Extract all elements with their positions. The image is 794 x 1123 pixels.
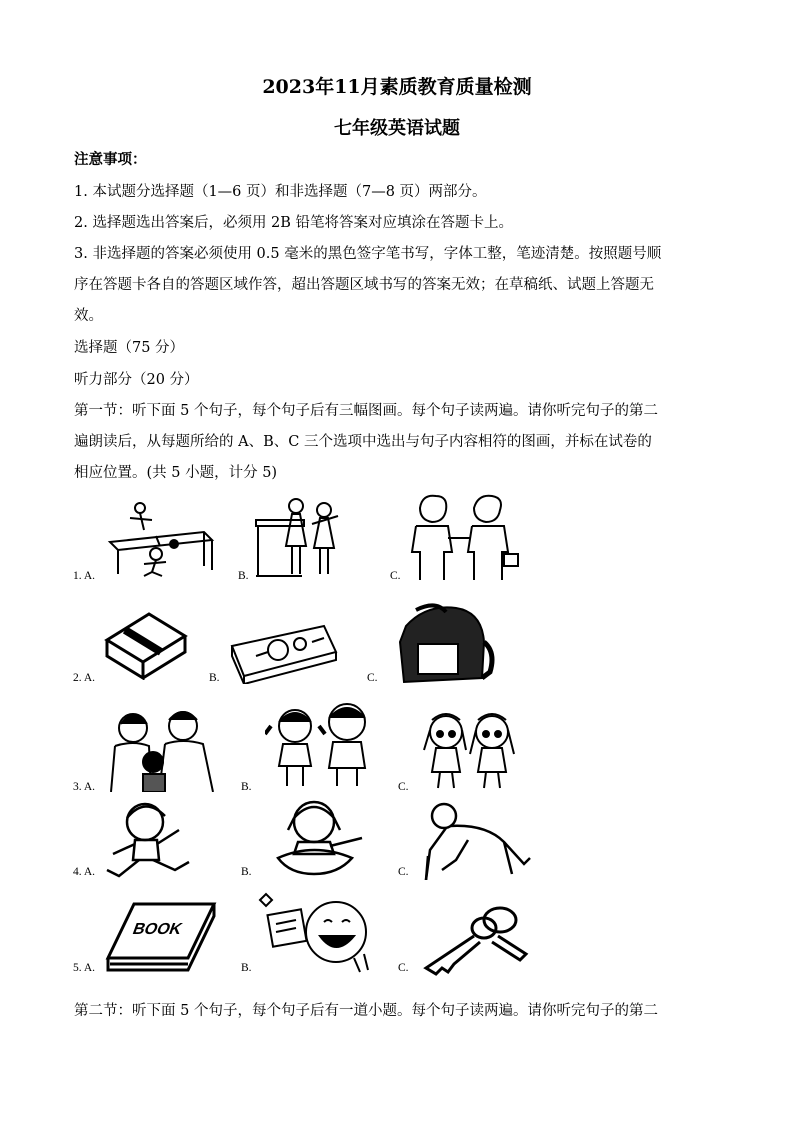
- handshake-icon: [408, 492, 522, 582]
- option-label: B.: [238, 570, 249, 582]
- option-label: 5. A.: [73, 962, 96, 974]
- music-girls-icon: [252, 494, 344, 580]
- book-word: BOOK: [130, 919, 185, 938]
- ping-pong-icon: [104, 498, 216, 578]
- eraser-icon: [103, 608, 189, 680]
- notice-item: 3. 非选择题的答案必须使用 0.5 毫米的黑色签字笔书写，字体工整，笔迹清楚。按照题号顺: [74, 246, 662, 262]
- running-boy-icon: [105, 800, 197, 880]
- old-man-cane-icon: [416, 800, 532, 880]
- children-icon: [265, 700, 381, 788]
- book-icon: [104, 900, 218, 974]
- section-listening: 听力部分（20 分）: [74, 372, 199, 388]
- option-label: 2. A.: [73, 672, 96, 684]
- option-label: C.: [398, 781, 409, 793]
- option-label: C.: [398, 866, 409, 878]
- option-label: B.: [241, 962, 252, 974]
- notice-item: 序在答题卡各自的答题区域作答，超出答题区域书写的答案无效；在草稿纸、试题上答题无: [74, 277, 654, 293]
- part1-instruction: 第一节：听下面 5 个句子，每个句子后有三幅图画。每个句子读两遍。请你听完句子的第二: [74, 403, 658, 419]
- option-label: B.: [241, 781, 252, 793]
- option-label: C.: [390, 570, 401, 582]
- notice-item: 效。: [74, 308, 103, 324]
- backpack-icon: [386, 602, 498, 686]
- anime-girls-icon: [418, 708, 522, 790]
- notice-heading: 注意事项：: [74, 151, 147, 168]
- option-label: C.: [398, 962, 409, 974]
- option-label: C.: [367, 672, 378, 684]
- notice-item: 2. 选择题选出答案后，必须用 2B 铅笔将答案对应填涂在答题卡上。: [74, 215, 514, 231]
- option-label: B.: [241, 866, 252, 878]
- option-label: 1. A.: [73, 570, 96, 582]
- option-label: 3. A.: [73, 781, 96, 793]
- exam-subtitle: 七年级英语试题: [334, 118, 460, 139]
- keys-icon: [420, 902, 530, 976]
- part2-instruction: 第二节：听下面 5 个句子，每个句子后有一道小题。每个句子读两遍。请你听完句子的第二: [74, 1003, 658, 1019]
- exam-title: 2023年11月素质教育质量检测: [262, 76, 532, 98]
- section-choice: 选择题（75 分）: [74, 340, 185, 356]
- part1-instruction: 遍朗读后，从每题所给的 A、B、C 三个选项中选出与句子内容相符的图画，并标在试卷的: [74, 434, 652, 450]
- happy-card-icon: [258, 892, 376, 974]
- option-label: 4. A.: [73, 866, 96, 878]
- pencil-box-icon: [228, 622, 340, 684]
- part1-instruction: 相应位置。(共 5 小题，计分 5): [74, 465, 278, 481]
- notice-item: 1. 本试题分选择题（1—6 页）和非选择题（7—8 页）两部分。: [74, 184, 487, 200]
- dancing-girl-icon: [258, 798, 370, 880]
- option-label: B.: [209, 672, 220, 684]
- family-icon: [103, 708, 219, 792]
